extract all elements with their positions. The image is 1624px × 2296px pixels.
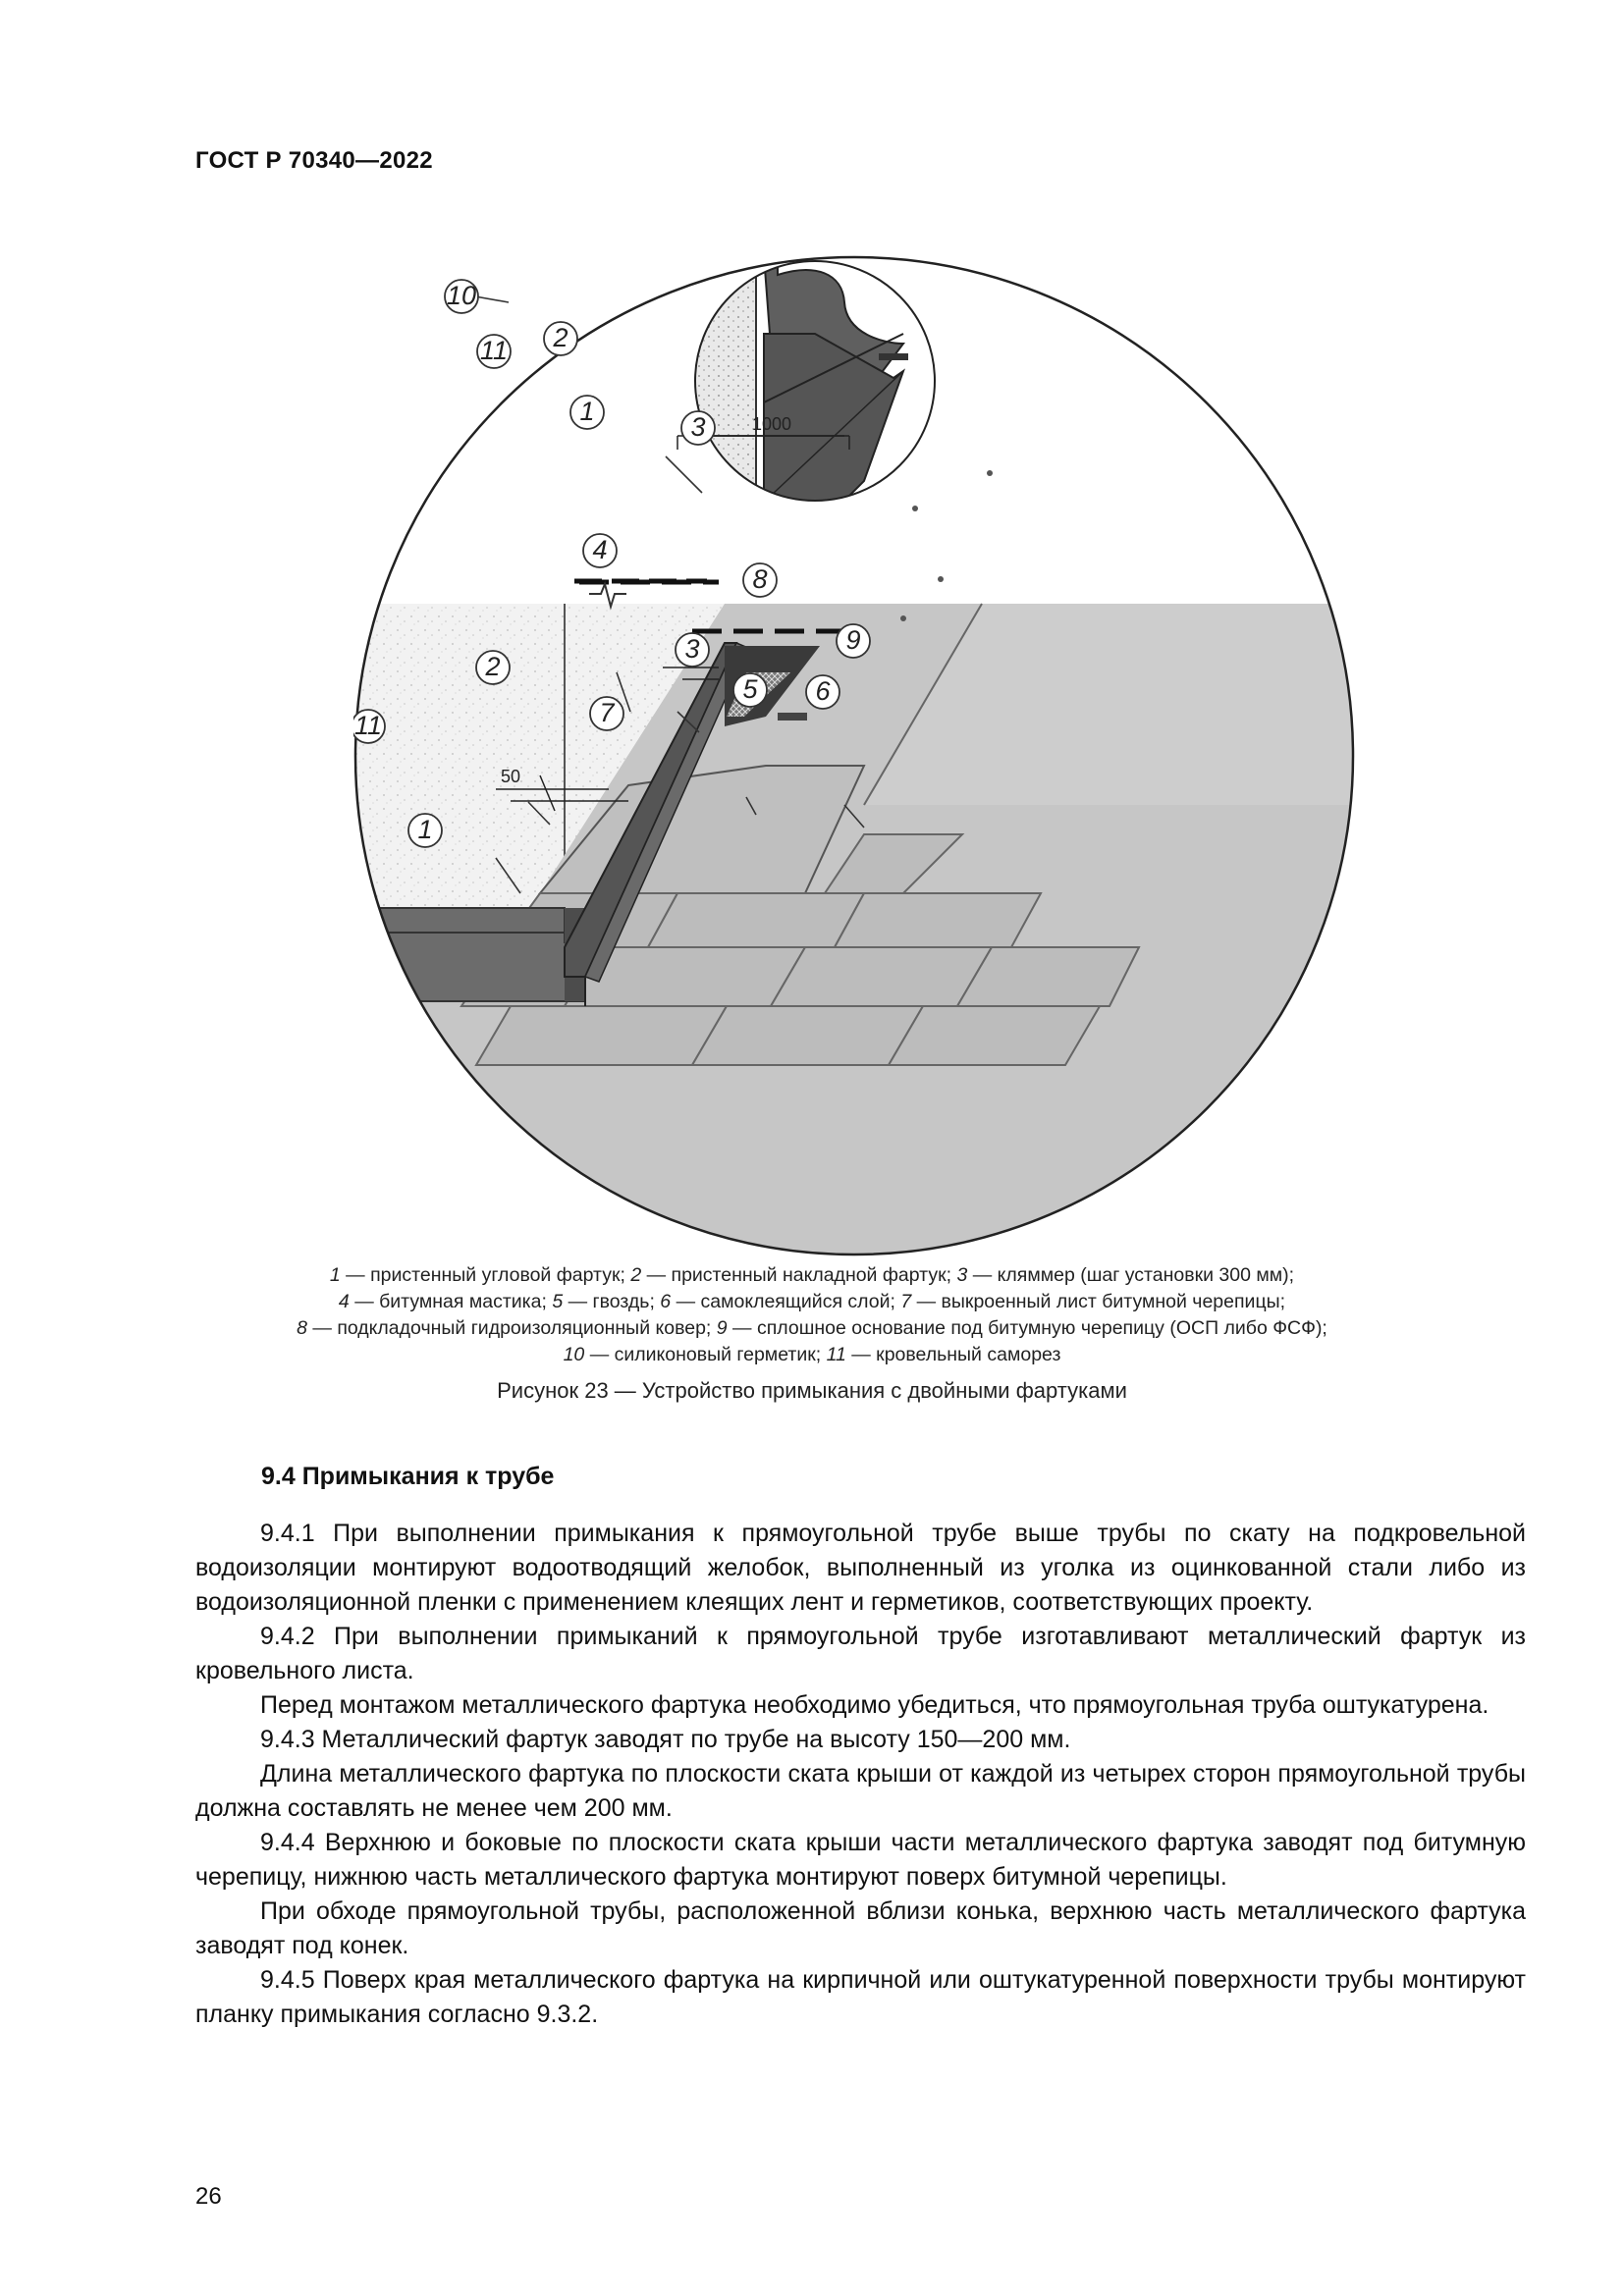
callout-11-label: 11 (353, 711, 383, 740)
legend-line-4 (196, 1342, 1428, 1368)
paragraph: Перед монтажом металлического фартука необходимо убедиться, что прямоугольная труба оштукатурена. (260, 1691, 1489, 1719)
callout-10-label: 10 (446, 281, 477, 310)
callout-1-detail-label: 1 (579, 397, 595, 426)
callout-3-label: 3 (684, 634, 700, 664)
legend-text: — битумная мастика; (349, 1291, 553, 1312)
callout-2-detail-label: 2 (553, 323, 568, 352)
legend-text: — пристенный накладной фартук; (641, 1264, 957, 1286)
callout-7-label: 7 (599, 698, 615, 727)
callout-9-label: 9 (845, 625, 861, 655)
legend-key: 8 (297, 1317, 307, 1339)
legend-line-1 (196, 1262, 1428, 1289)
legend-key: 7 (900, 1291, 912, 1312)
paragraph: 9.4.4 Верхнюю и боковые по плоскости ската крыши части металлического фартука заводят под битумную черепицу, нижнюю часть металлического фартука монтируют поверх битумной черепицы. (195, 1829, 1526, 1891)
document-header: ГОСТ Р 70340—2022 (195, 147, 433, 174)
legend-text: — гвоздь; (563, 1291, 661, 1312)
legend-text: — самоклеящийся слой; (671, 1291, 901, 1312)
callout-8-label: 8 (752, 564, 768, 594)
dim-50-label: 50 (501, 767, 521, 786)
legend-line-2 (196, 1289, 1428, 1315)
legend-text: — сплошное основание под битумную черепицу (ОСП либо ФСФ); (727, 1317, 1327, 1339)
paragraph: Длина металлического фартука по плоскости ската крыши от каждой из четырех сторон прямоугольной трубы должна составлять не менее чем 200 мм. (195, 1760, 1526, 1822)
legend-line-3 (196, 1315, 1428, 1342)
section-heading: 9.4 Примыкания к трубе (261, 1463, 555, 1490)
callout-layer (353, 255, 1355, 1256)
paragraph: 9.4.1 При выполнении примыкания к прямоугольной трубе выше трубы по скату на подкровельной водоизоляции монтируют водоотводящий желобок, выполненный из уголка из оцинкованной стали либо из водоизоляционной пленки с применением клеящих лент и герметиков, соответствующих проекту. (195, 1520, 1526, 1616)
legend-key: 4 (338, 1291, 350, 1312)
legend-key: 9 (716, 1317, 728, 1339)
legend-text: — подкладочный гидроизоляционный ковер; (306, 1317, 717, 1339)
legend-key: 6 (660, 1291, 672, 1312)
paragraph: 9.4.3 Металлический фартук заводят по трубе на высоту 150—200 мм. (260, 1726, 1071, 1753)
legend-text: — кляммер (шаг установки 300 мм); (967, 1264, 1295, 1286)
legend-text: — пристенный угловой фартук; (340, 1264, 631, 1286)
body-text (195, 1517, 1526, 2032)
legend-key: 2 (630, 1264, 642, 1286)
callout-5-label: 5 (742, 674, 758, 704)
legend-text: — выкроенный лист битумной черепицы; (911, 1291, 1286, 1312)
figure-caption: Рисунок 23 — Устройство примыкания с двойными фартуками (497, 1378, 1127, 1403)
legend-key: 10 (563, 1344, 585, 1365)
callout-2-label: 2 (485, 652, 501, 681)
paragraph: При обходе прямоугольной трубы, расположенной вблизи конька, верхнюю часть металлического фартука заводят под конек. (195, 1897, 1526, 1959)
paragraph: 9.4.2 При выполнении примыканий к прямоугольной трубе изготавливают металлический фартук из кровельного листа. (195, 1623, 1526, 1684)
callout-11-detail-label: 11 (479, 336, 509, 365)
figure-23 (353, 255, 1355, 1256)
callout-1-label: 1 (417, 815, 433, 844)
legend-text: — кровельный саморез (845, 1344, 1061, 1365)
paragraph: 9.4.5 Поверх края металлического фартука на кирпичной или оштукатуренной поверхности трубы монтируют планку примыкания согласно 9.3.2. (195, 1966, 1526, 2028)
legend-text: — силиконовый герметик; (584, 1344, 827, 1365)
legend-key: 5 (552, 1291, 564, 1312)
callout-4-label: 4 (592, 535, 608, 564)
legend-key: 1 (329, 1264, 341, 1286)
callout-6-label: 6 (815, 676, 831, 706)
page-number: 26 (195, 2183, 222, 2210)
legend-key: 11 (826, 1344, 846, 1365)
dim-1000-label: 1000 (752, 414, 792, 434)
figure-legend (196, 1262, 1428, 1368)
legend-key: 3 (956, 1264, 968, 1286)
callout-3-detail-label: 3 (690, 412, 706, 442)
